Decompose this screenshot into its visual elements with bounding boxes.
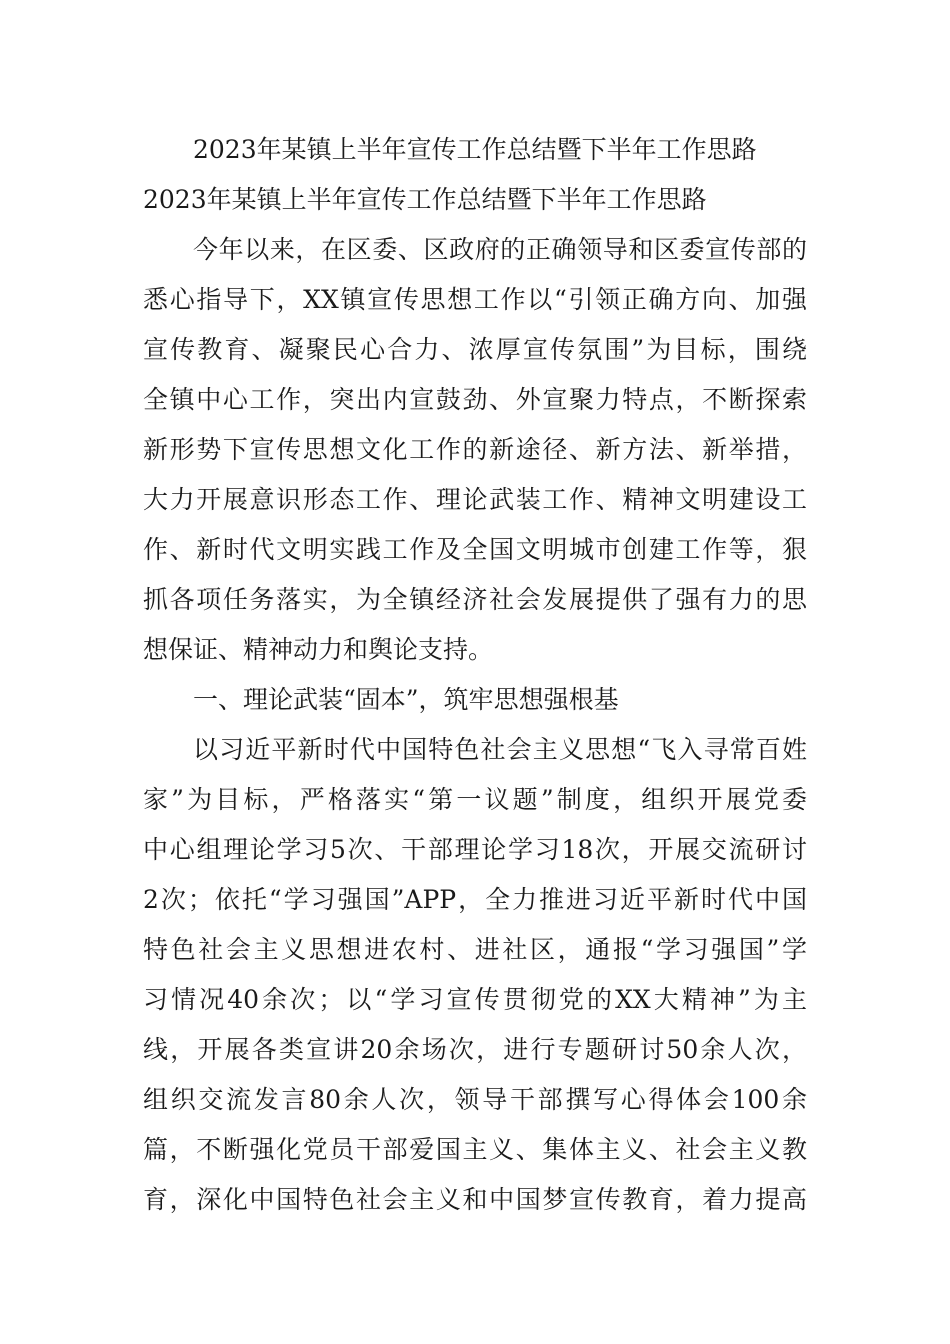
paragraph-line: 组织交流发言80余人次，领导干部撰写心得体会100余 <box>143 1085 807 1114</box>
paragraph-line: 家”为目标，严格落实“第一议题”制度，组织开展党委 <box>143 785 807 814</box>
paragraph-line: 中心组理论学习5次、干部理论学习18次，开展交流研讨 <box>143 835 807 864</box>
document-title: 2023年某镇上半年宣传工作总结暨下半年工作思路 <box>193 135 757 164</box>
paragraph-line: 篇，不断强化党员干部爱国主义、集体主义、社会主义教 <box>143 1135 807 1164</box>
paragraph-line: 全镇中心工作，突出内宣鼓劲、外宣聚力特点，不断探索 <box>143 385 807 414</box>
paragraph-line: 今年以来，在区委、区政府的正确领导和区委宣传部的 <box>193 235 807 264</box>
paragraph-line: 特色社会主义思想进农村、进社区，通报“学习强国”学 <box>143 935 807 964</box>
paragraph-line: 育，深化中国特色社会主义和中国梦宣传教育，着力提高 <box>143 1185 807 1214</box>
paragraph-line: 2次；依托“学习强国”APP，全力推进习近平新时代中国 <box>143 885 807 914</box>
paragraph-line: 抓各项任务落实，为全镇经济社会发展提供了强有力的思 <box>143 585 807 614</box>
paragraph-line: 悉心指导下，XX镇宣传思想工作以“引领正确方向、加强 <box>143 285 807 314</box>
paragraph-line: 大力开展意识形态工作、理论武装工作、精神文明建设工 <box>143 485 807 514</box>
paragraph-line: 作、新时代文明实践工作及全国文明城市创建工作等，狠 <box>143 535 807 564</box>
paragraph-line: 新形势下宣传思想文化工作的新途径、新方法、新举措， <box>143 435 807 464</box>
paragraph-line: 线，开展各类宣讲20余场次，进行专题研讨50余人次， <box>143 1035 807 1064</box>
document-title-repeat: 2023年某镇上半年宣传工作总结暨下半年工作思路 <box>143 185 707 214</box>
paragraph-line: 宣传教育、凝聚民心合力、浓厚宣传氛围”为目标，围绕 <box>143 335 807 364</box>
paragraph-line: 想保证、精神动力和舆论支持。 <box>143 635 494 664</box>
section-heading: 一、理论武装“固本”，筑牢思想强根基 <box>193 685 619 714</box>
paragraph-line: 以习近平新时代中国特色社会主义思想“飞入寻常百姓 <box>193 735 807 764</box>
paragraph-line: 习情况40余次；以“学习宣传贯彻党的XX大精神”为主 <box>143 985 807 1014</box>
